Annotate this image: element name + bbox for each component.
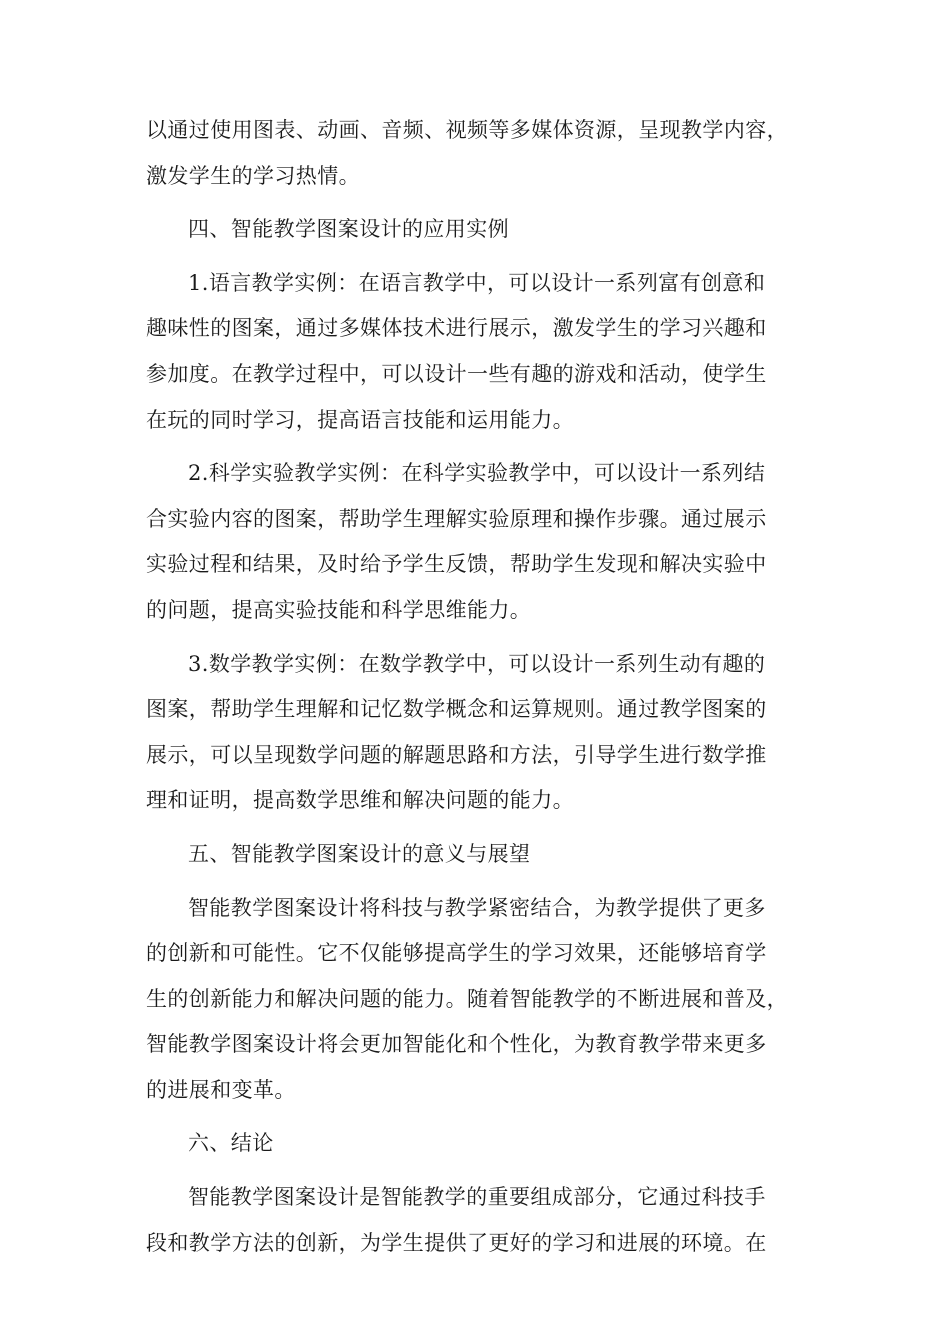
paragraph-conclusion	[146, 1175, 806, 1266]
paragraph-example-language	[146, 261, 806, 443]
text-line: 2.科学实验教学实例：在科学实验教学中，可以设计一系列结	[188, 461, 766, 486]
text-line: 生的创新能力和解决问题的能力。随着智能教学的不断进展和普及，	[146, 986, 788, 1011]
heading-text: 五、智能教学图案设计的意义与展望	[188, 841, 531, 866]
text-line: 图案，帮助学生理解和记忆数学概念和运算规则。通过教学图案的	[146, 697, 767, 722]
document-body	[146, 108, 806, 1266]
paragraph-intro-continued	[146, 108, 806, 199]
text-line: 段和教学方法的创新，为学生提供了更好的学习和进展的环境。在	[146, 1230, 767, 1255]
heading-text: 四、智能教学图案设计的应用实例	[188, 217, 509, 242]
section-heading-6	[146, 1121, 806, 1167]
text-line: 激发学生的学习热情。	[146, 163, 360, 188]
text-line: 展示，可以呈现数学问题的解题思路和方法，引导学生进行数学推	[146, 742, 767, 767]
text-line: 理和证明，提高数学思维和解决问题的能力。	[146, 788, 574, 813]
heading-text: 六、结论	[188, 1131, 274, 1156]
section-heading-4	[146, 207, 806, 253]
text-line: 的问题，提高实验技能和科学思维能力。	[146, 597, 532, 622]
text-line: 合实验内容的图案，帮助学生理解实验原理和操作步骤。通过展示	[146, 506, 767, 531]
paragraph-example-math	[146, 642, 806, 824]
text-line: 智能教学图案设计将科技与教学紧密结合，为教学提供了更多	[188, 895, 766, 920]
text-line: 的创新和可能性。它不仅能够提高学生的学习效果，还能够培育学	[146, 941, 767, 966]
text-line: 实验过程和结果，及时给予学生反馈，帮助学生发现和解决实验中	[146, 552, 767, 577]
section-heading-5	[146, 832, 806, 878]
text-line: 在玩的同时学习，提高语言技能和运用能力。	[146, 407, 574, 432]
text-line: 趣味性的图案，通过多媒体技术进行展示，激发学生的学习兴趣和	[146, 316, 767, 341]
text-line: 智能教学图案设计将会更加智能化和个性化，为教育教学带来更多	[146, 1032, 767, 1057]
paragraph-significance	[146, 886, 806, 1114]
text-line: 1.语言教学实例：在语言教学中，可以设计一系列富有创意和	[188, 270, 766, 295]
paragraph-example-science	[146, 451, 806, 633]
text-line: 智能教学图案设计是智能教学的重要组成部分，它通过科技手	[188, 1185, 766, 1210]
text-line: 参加度。在教学过程中，可以设计一些有趣的游戏和活动，使学生	[146, 361, 767, 386]
text-line: 的进展和变革。	[146, 1077, 296, 1102]
text-line: 以通过使用图表、动画、音频、视频等多媒体资源，呈现教学内容，	[146, 118, 788, 142]
text-line: 3.数学教学实例：在数学教学中，可以设计一系列生动有趣的	[188, 651, 766, 676]
